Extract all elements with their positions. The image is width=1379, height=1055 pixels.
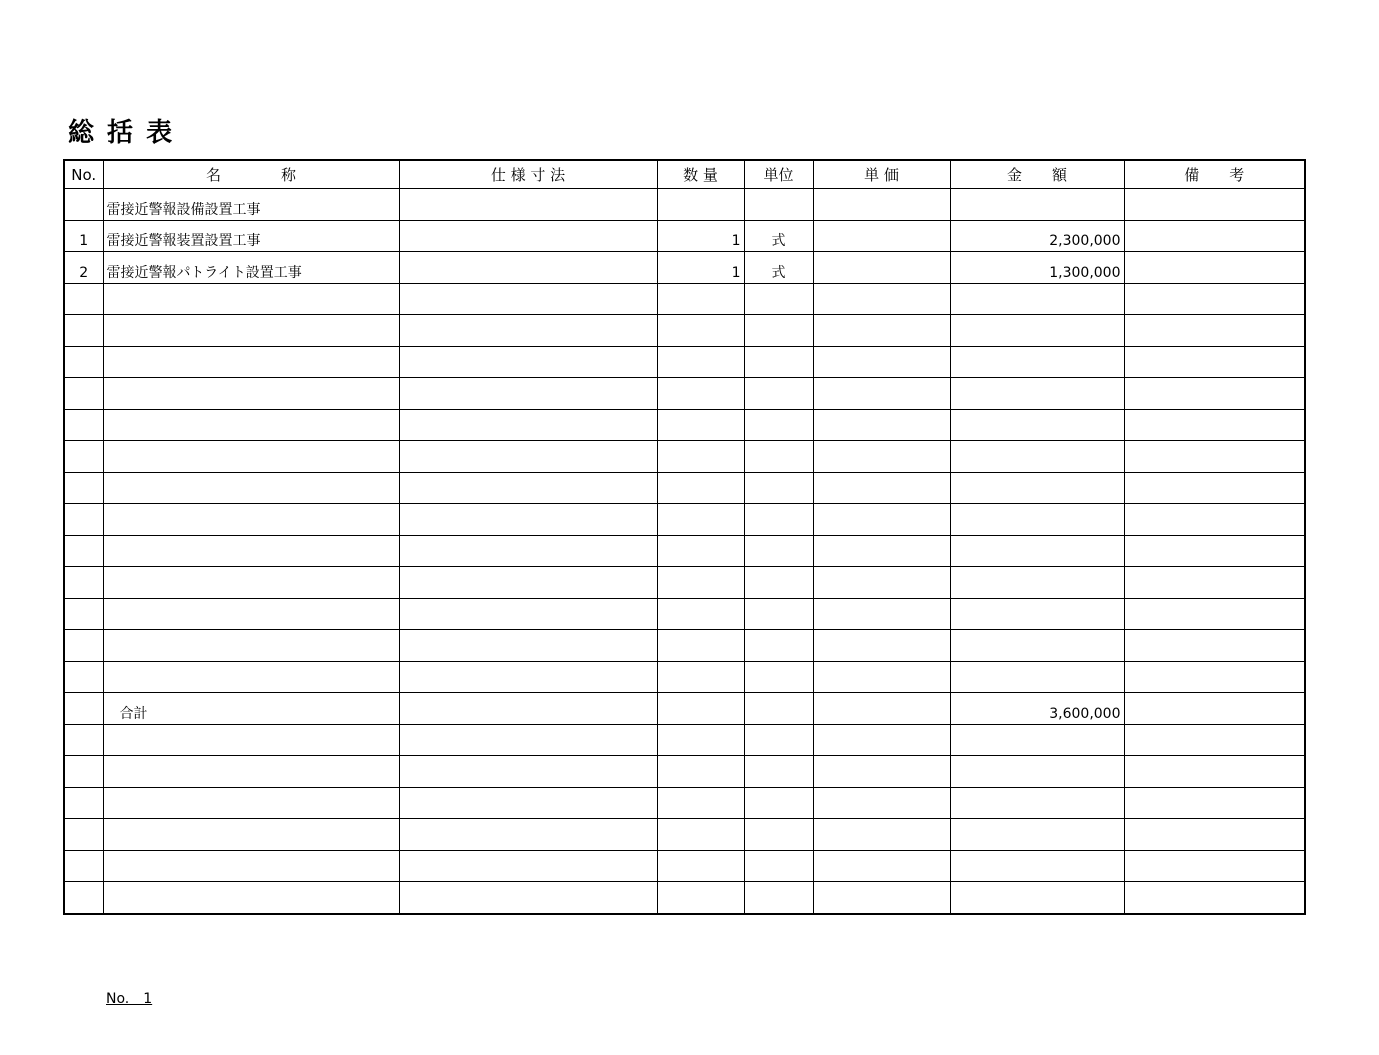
cell-amount (950, 882, 1124, 914)
cell-quantity (657, 315, 744, 347)
cell-quantity (657, 504, 744, 536)
cell-spec (399, 283, 657, 315)
cell-spec (399, 346, 657, 378)
cell-amount (950, 567, 1124, 599)
cell-unit (744, 598, 813, 630)
cell-name (103, 882, 399, 914)
cell-quantity (657, 346, 744, 378)
cell-amount (950, 819, 1124, 851)
cell-no (64, 882, 103, 914)
cell-unit-price (813, 441, 950, 473)
cell-quantity (657, 567, 744, 599)
cell-name (103, 567, 399, 599)
cell-name: 雷接近警報設備設置工事 (103, 189, 399, 221)
table-row (64, 630, 1305, 662)
table-row (64, 409, 1305, 441)
cell-unit (744, 850, 813, 882)
cell-quantity: 1 (657, 220, 744, 252)
cell-remarks (1124, 220, 1305, 252)
cell-remarks (1124, 504, 1305, 536)
cell-name: 雷接近警報パトライト設置工事 (103, 252, 399, 284)
cell-unit-price (813, 787, 950, 819)
cell-amount (950, 283, 1124, 315)
cell-name (103, 850, 399, 882)
cell-amount (950, 787, 1124, 819)
cell-quantity (657, 661, 744, 693)
table-row (64, 882, 1305, 914)
cell-name (103, 724, 399, 756)
table-row (64, 850, 1305, 882)
cell-unit (744, 315, 813, 347)
cell-amount (950, 535, 1124, 567)
cell-unit (744, 504, 813, 536)
cell-no (64, 787, 103, 819)
cell-unit-price (813, 882, 950, 914)
cell-name (103, 787, 399, 819)
cell-spec (399, 630, 657, 662)
cell-spec (399, 472, 657, 504)
cell-no (64, 598, 103, 630)
cell-spec (399, 819, 657, 851)
cell-no (64, 724, 103, 756)
cell-spec (399, 220, 657, 252)
cell-unit-price (813, 535, 950, 567)
cell-spec (399, 661, 657, 693)
page-number: No. 1 (106, 991, 153, 1007)
cell-no (64, 346, 103, 378)
table-row (64, 346, 1305, 378)
cell-quantity (657, 472, 744, 504)
cell-no: 1 (64, 220, 103, 252)
cell-amount (950, 189, 1124, 221)
cell-no (64, 850, 103, 882)
cell-unit (744, 378, 813, 410)
summary-table (63, 159, 1306, 915)
cell-name (103, 409, 399, 441)
cell-spec (399, 504, 657, 536)
cell-unit (744, 283, 813, 315)
cell-name (103, 283, 399, 315)
cell-remarks (1124, 189, 1305, 221)
table-body (64, 189, 1305, 914)
cell-unit-price (813, 819, 950, 851)
cell-remarks (1124, 756, 1305, 788)
cell-no (64, 756, 103, 788)
cell-spec (399, 882, 657, 914)
cell-spec (399, 409, 657, 441)
cell-name (103, 315, 399, 347)
table-row (64, 724, 1305, 756)
cell-quantity (657, 882, 744, 914)
cell-unit (744, 409, 813, 441)
cell-amount (950, 315, 1124, 347)
cell-unit-price (813, 346, 950, 378)
cell-unit (744, 472, 813, 504)
cell-no (64, 441, 103, 473)
cell-remarks (1124, 630, 1305, 662)
cell-unit-price (813, 220, 950, 252)
cell-spec (399, 850, 657, 882)
cell-quantity (657, 441, 744, 473)
column-header-name: 名 称 (103, 160, 399, 189)
cell-quantity (657, 819, 744, 851)
cell-unit-price (813, 409, 950, 441)
cell-name (103, 346, 399, 378)
cell-unit (744, 724, 813, 756)
cell-remarks (1124, 472, 1305, 504)
cell-remarks (1124, 693, 1305, 725)
column-header-spec: 仕 様 寸 法 (399, 160, 657, 189)
cell-spec (399, 598, 657, 630)
cell-remarks (1124, 882, 1305, 914)
cell-unit: 式 (744, 220, 813, 252)
column-header-amount: 金 額 (950, 160, 1124, 189)
cell-spec (399, 567, 657, 599)
cell-remarks (1124, 661, 1305, 693)
cell-no (64, 567, 103, 599)
cell-no (64, 378, 103, 410)
table-row (64, 252, 1305, 284)
cell-quantity (657, 535, 744, 567)
cell-spec (399, 756, 657, 788)
cell-unit (744, 882, 813, 914)
cell-quantity (657, 693, 744, 725)
cell-no (64, 630, 103, 662)
cell-amount (950, 850, 1124, 882)
cell-spec (399, 724, 657, 756)
cell-unit (744, 535, 813, 567)
table-row (64, 378, 1305, 410)
column-header-quantity: 数 量 (657, 160, 744, 189)
cell-name (103, 472, 399, 504)
table-row (64, 472, 1305, 504)
cell-name (103, 598, 399, 630)
table-row (64, 504, 1305, 536)
cell-no (64, 315, 103, 347)
cell-no (64, 693, 103, 725)
cell-no (64, 504, 103, 536)
cell-no (64, 819, 103, 851)
cell-spec (399, 535, 657, 567)
cell-spec (399, 378, 657, 410)
cell-unit (744, 189, 813, 221)
cell-unit-price (813, 661, 950, 693)
cell-no (64, 535, 103, 567)
cell-remarks (1124, 598, 1305, 630)
cell-unit-price (813, 472, 950, 504)
cell-spec (399, 315, 657, 347)
cell-remarks (1124, 819, 1305, 851)
header-row (64, 160, 1305, 189)
cell-unit (744, 787, 813, 819)
table-row (64, 598, 1305, 630)
document-title: 総 括 表 (68, 118, 175, 148)
cell-quantity (657, 850, 744, 882)
cell-name (103, 630, 399, 662)
column-header-remarks: 備 考 (1124, 160, 1305, 189)
cell-unit-price (813, 378, 950, 410)
cell-quantity (657, 724, 744, 756)
cell-amount (950, 441, 1124, 473)
cell-amount (950, 378, 1124, 410)
cell-remarks (1124, 346, 1305, 378)
cell-name (103, 441, 399, 473)
cell-unit (744, 630, 813, 662)
cell-quantity (657, 787, 744, 819)
cell-name (103, 535, 399, 567)
cell-remarks (1124, 409, 1305, 441)
cell-amount (950, 661, 1124, 693)
cell-no (64, 409, 103, 441)
cell-amount (950, 756, 1124, 788)
cell-amount (950, 346, 1124, 378)
cell-name: 雷接近警報装置設置工事 (103, 220, 399, 252)
cell-unit-price (813, 504, 950, 536)
column-header-unit-price: 単 価 (813, 160, 950, 189)
cell-unit-price (813, 315, 950, 347)
table-row (64, 661, 1305, 693)
cell-amount: 3,600,000 (950, 693, 1124, 725)
cell-remarks (1124, 283, 1305, 315)
cell-quantity (657, 283, 744, 315)
cell-quantity (657, 189, 744, 221)
cell-no (64, 283, 103, 315)
table-row (64, 220, 1305, 252)
cell-quantity (657, 598, 744, 630)
cell-name (103, 756, 399, 788)
cell-amount: 1,300,000 (950, 252, 1124, 284)
total-row (64, 693, 1305, 725)
cell-remarks (1124, 315, 1305, 347)
cell-amount (950, 504, 1124, 536)
cell-unit-price (813, 850, 950, 882)
cell-unit: 式 (744, 252, 813, 284)
table-row (64, 441, 1305, 473)
cell-remarks (1124, 787, 1305, 819)
cell-remarks (1124, 567, 1305, 599)
table-row (64, 189, 1305, 221)
cell-spec (399, 441, 657, 473)
cell-amount (950, 598, 1124, 630)
cell-amount (950, 409, 1124, 441)
cell-amount (950, 724, 1124, 756)
cell-name: 合計 (103, 693, 399, 725)
cell-name (103, 661, 399, 693)
cell-amount: 2,300,000 (950, 220, 1124, 252)
cell-no (64, 661, 103, 693)
table-row (64, 819, 1305, 851)
cell-unit-price (813, 724, 950, 756)
cell-amount (950, 472, 1124, 504)
cell-remarks (1124, 724, 1305, 756)
column-header-no: No. (64, 160, 103, 189)
cell-spec (399, 787, 657, 819)
cell-unit-price (813, 598, 950, 630)
cell-quantity (657, 409, 744, 441)
table-row (64, 535, 1305, 567)
cell-quantity (657, 756, 744, 788)
cell-unit (744, 346, 813, 378)
column-header-unit: 単位 (744, 160, 813, 189)
table-row (64, 756, 1305, 788)
cell-unit-price (813, 252, 950, 284)
cell-unit (744, 441, 813, 473)
cell-unit-price (813, 630, 950, 662)
cell-remarks (1124, 252, 1305, 284)
cell-unit (744, 661, 813, 693)
table-row (64, 315, 1305, 347)
cell-unit-price (813, 567, 950, 599)
cell-unit-price (813, 283, 950, 315)
cell-remarks (1124, 441, 1305, 473)
cell-amount (950, 630, 1124, 662)
cell-quantity: 1 (657, 252, 744, 284)
cell-spec (399, 693, 657, 725)
cell-remarks (1124, 850, 1305, 882)
cell-unit (744, 819, 813, 851)
cell-name (103, 504, 399, 536)
cell-unit-price (813, 756, 950, 788)
cell-unit-price (813, 693, 950, 725)
cell-quantity (657, 630, 744, 662)
cell-spec (399, 189, 657, 221)
cell-spec (399, 252, 657, 284)
table-row (64, 283, 1305, 315)
cell-unit (744, 756, 813, 788)
cell-no: 2 (64, 252, 103, 284)
table-row (64, 787, 1305, 819)
cell-remarks (1124, 378, 1305, 410)
cell-remarks (1124, 535, 1305, 567)
cell-unit-price (813, 189, 950, 221)
cell-no (64, 189, 103, 221)
cell-name (103, 378, 399, 410)
cell-unit (744, 693, 813, 725)
cell-name (103, 819, 399, 851)
cell-no (64, 472, 103, 504)
cell-unit (744, 567, 813, 599)
table-row (64, 567, 1305, 599)
cell-quantity (657, 378, 744, 410)
